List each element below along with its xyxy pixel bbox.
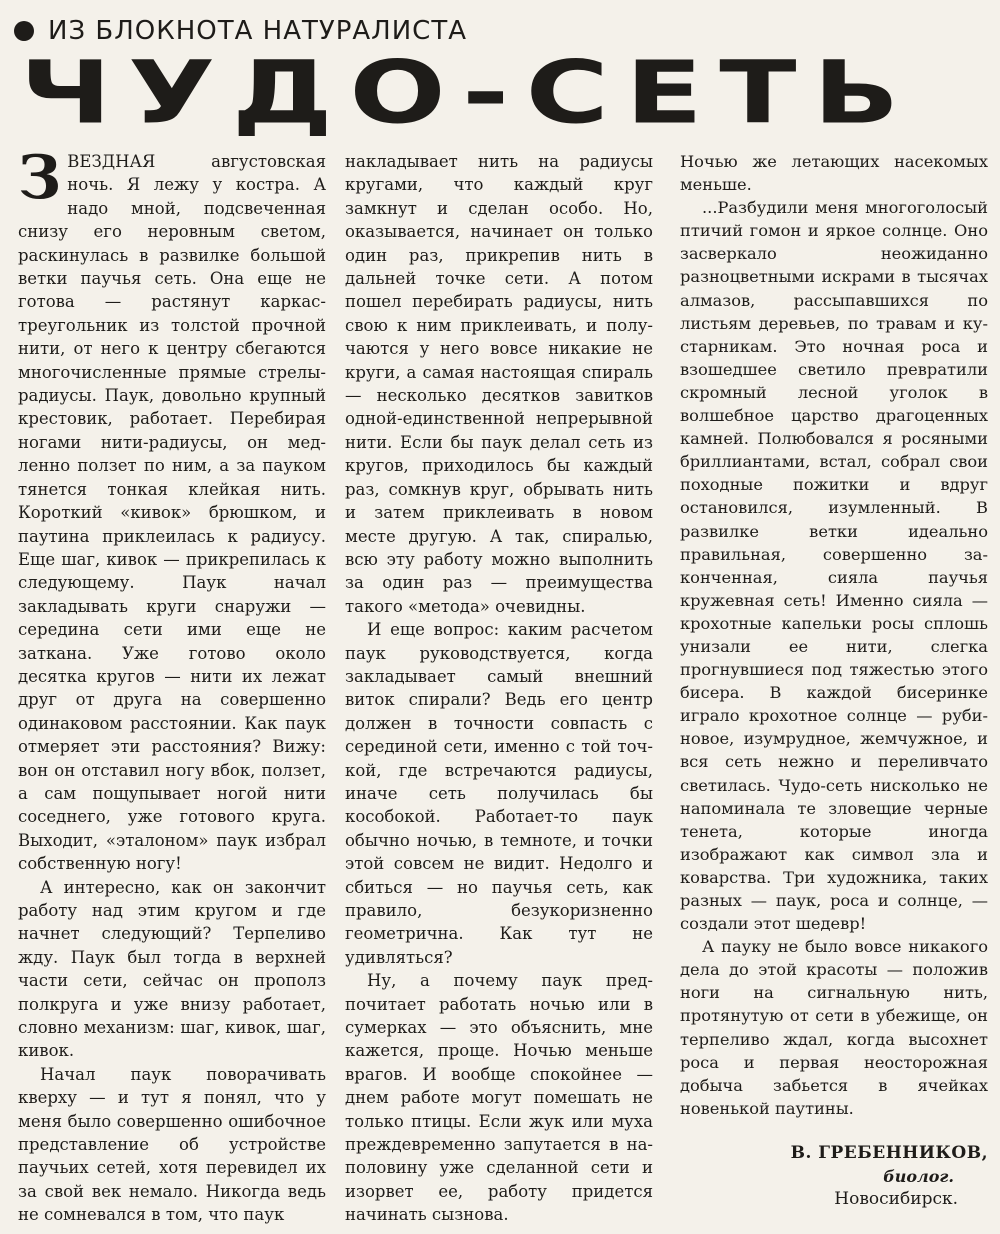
article-column-1 [18,143,326,1227]
drop-cap: З [18,143,62,213]
paragraph: Ну, а почему паук предпочитает работать ночью или в сумерках — это объяснить, мне кажется, проще. Ночью меньше врагов. И вообще спокойнее — днем работе могут помешать не только птицы. Если жук или муха преждевременно запутается в наполовину уже сделанной сети и изорвет ее, работу придется начинать сызнова. [345,971,653,1225]
paragraph-text: ВЕЗДНАЯ августовская ночь. Я лежу у костра. А надо мной, подсвеченная снизу его неровным светом, раскинулась в развилке большой ветки паучья сеть. Она еще не готова — растянут каркас-треугольник из толстой прочной нити, от него к центру сбегаются многочисленные прямые стрелы-радиусы. Паук, довольно крупный крестовик, работает. Перебирая ногами нити-радиусы, он медленно ползет по ним, а за пауком тянется тонкая клейкая нить. Короткий «кивок» брюшком, и паутина приклеилась к радиусу. Еще шаг, кивок — прикрепилась к следующему. Паук начал закладывать круги снаружи — середина сети ими еще не заткана. Уже готово около десятка кругов — нити их лежат друг от друга на совершенно одинаковом расстоянии. Как паук отмеряет эти расстояния? Вижу: вон он отставил ногу вбок, ползет, а сам пощупывает ногой нити соседнего, уже готового круга. Выходит, «эталоном» паук избрал собственную ногу! [18,152,326,874]
author-name: В. ГРЕБЕННИКОВ, [790,1142,988,1163]
paragraph: накладывает нить на радиусы кругами, что каждый круг замкнут и сделан особо. Но, оказывается, начинает он только один раз, прикрепив нить в дальней точке сети. А потом пошел перебирать радиусы, нить свою к ним приклеивать, и получаются у него вовсе никакие не круги, а самая настоящая спираль — несколько десятков завитков одной-единственной непрерывной нити. Если бы паук делал сеть из кругов, приходилось бы каждый раз, сомкнув круг, обрывать нить и затем приклеивать в новом месте другую. А так, спиралью, всю эту работу можно выполнить за один раз — преимущества такого «метода» очевидны. [345,152,653,616]
article-column-2 [345,150,653,1227]
bullet-icon [14,21,34,41]
headline: ЧУДО-СЕТЬ [20,42,916,144]
paragraph: Начал паук поворачивать кверху — и тут я понял, что у меня было совершенно ошибочное представление об устройстве паучьих сетей, хотя перевидел их за свой век немало. Никогда ведь не сомневался в том, что паук [18,1064,326,1225]
author-city: Новосибирск. [834,1189,958,1210]
paragraph: А пауку не было вовсе никакого дела до этой красоты — положив ноги на сигнальную нить, протянутую от сети в убежище, он терпеливо ждал, когда высохнет роса и первая неосторожная добыча забьется в ячейках новенькой паутины. [680,937,988,1118]
paragraph: А интересно, как он закончит работу над этим кругом и где начнет следующий? Терпеливо жду. Паук был тогда в верхней части сети, сейчас он прополз полкруга и уже внизу работает, словно механизм: шаг, кивок, шаг, кивок. [18,877,326,1061]
article-column-3 [680,150,988,1211]
signature [680,1142,988,1211]
paragraph: ...Разбудили меня многоголосый птичий гомон и яркое солнце. Оно засверкало неожиданно разноцветными искрами в тысячах алмазов, рассыпавшихся по листьям деревьев, по травам и кустарникам. Это ночная роса и взошедшее светило превратили скромный лесной уголок в волшебное царство драгоценных камней. Полюбовался я росяными бриллиантами, встал, собрал свои походные пожитки и вдруг остановился, изумленный. В развилке ветки идеально правильная, совершенно законченная, сияла паучья кружевная сеть! Именно сияла — крохотные капельки росы сплошь унизали ее нити, слегка прогнувшиеся под тяжестью этого бисера. В каждой бисеринке играло крохотное солнце — рубиновое, изумрудное, жемчужное, и вся сеть нежно и переливчато светилась. Чудо-сеть нисколько не напоминала те зловещие черные тенета, которые иногда изображают как символ зла и коварства. Три художника, таких разных — паук, роса и солнце, — создали этот шедевр! [680,198,988,934]
rubric-title: ИЗ БЛОКНОТА НАТУРАЛИСТА [48,16,467,46]
author-title: биолог. [883,1167,954,1187]
paragraph: Ночью же летающих насекомых меньше. [680,152,988,195]
paragraph [18,143,326,876]
paragraph: И еще вопрос: каким расчетом паук руководствуется, когда закладывает самый внешний виток спирали? Ведь его центр должен в точности совпасть с серединой сети, именно с той точкой, где встречаются радиусы, иначе сеть получилась бы кособокой. Работает-то паук обычно ночью, в темноте, и точки этой совсем не видит. Недолго и сбиться — но паучья сеть, как правило, безукоризненно геометрична. Как тут не удивляться? [345,620,653,967]
